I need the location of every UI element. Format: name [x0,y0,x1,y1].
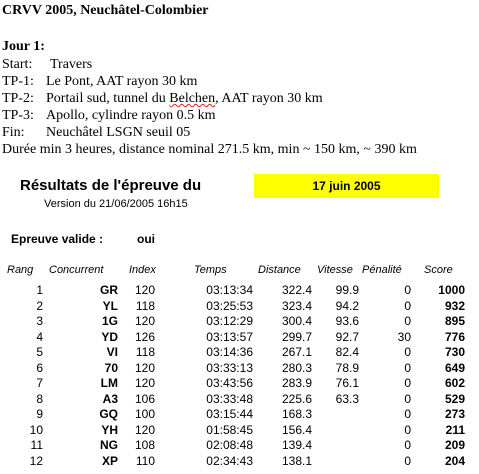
cell-index: 110 [135,453,155,468]
cell-vitesse: 63.3 [335,391,359,406]
cell-rang: 2 [36,298,43,313]
cell-temps: 03:25:53 [206,298,253,313]
cell-penalite: 0 [404,391,411,406]
cell-penalite: 0 [404,422,411,437]
table-row [0,423,479,439]
cell-concurrent: XP [101,453,118,468]
cell-penalite: 0 [404,453,411,468]
cell-distance: 299.7 [281,329,312,344]
table-row [0,392,479,408]
cell-vitesse: 76.1 [335,376,359,390]
cell-distance: 323.4 [281,298,312,313]
cell-rang: 9 [36,407,43,421]
cell-concurrent: NG [100,438,118,452]
cell-concurrent: YH [101,422,118,437]
cell-index: 120 [134,422,155,437]
task-line-key: Fin: [2,125,25,140]
duration-line: Durée min 3 heures, distance nominal 271.5 km, min ~ 150 km, ~ 390 km [2,142,417,157]
cell-vitesse: 93.6 [335,314,359,328]
cell-concurrent: GR [100,283,118,297]
table-row [0,314,479,330]
cell-distance: 280.3 [281,360,312,375]
cell-score: 602 [444,376,465,390]
cell-distance: 225.6 [281,391,312,406]
cell-rang: 1 [36,283,43,297]
cell-concurrent: YD [101,329,118,344]
cell-score: 273 [444,407,465,421]
results-title: Résultats de l'épreuve du [20,177,202,194]
cell-vitesse: 92.7 [335,329,359,344]
cell-concurrent: YL [102,298,118,313]
cell-score: 204 [444,453,465,468]
cell-concurrent: 1G [101,314,118,328]
task-line-value: Neuchâtel LSGN seuil 05 [46,125,191,140]
table-row [0,361,479,377]
cell-temps: 03:43:56 [206,376,253,390]
table-row [0,376,479,392]
cell-temps: 03:15:44 [206,407,253,421]
document-title: CRVV 2005, Neuchâtel-Colombier [2,3,209,18]
cell-index: 108 [134,438,155,452]
valid-label: Epreuve valide : [11,232,104,246]
task-line-value: Apollo, cylindre rayon 0.5 km [46,108,216,123]
task-line [2,73,197,90]
table-row [0,345,479,361]
cell-penalite: 0 [404,345,411,359]
cell-temps: 03:33:48 [206,391,253,406]
cell-temps: 02:08:48 [206,438,253,452]
task-line-value: Le Pont, AAT rayon 30 km [46,74,198,89]
cell-score: 529 [444,391,465,406]
cell-score: 1000 [438,283,465,297]
cell-distance: 168.3 [281,407,312,421]
cell-index: 118 [135,298,155,313]
cell-score: 649 [444,360,465,375]
task-line-key: TP-3: [2,108,34,123]
cell-distance: 139.4 [281,438,312,452]
cell-vitesse: 78.9 [335,360,359,375]
column-header: Pénalité [362,264,402,276]
cell-penalite: 0 [404,314,411,328]
cell-temps: 03:13:34 [206,283,253,297]
cell-temps: 03:33:13 [206,360,253,375]
cell-concurrent: GQ [99,407,118,421]
task-line [2,124,190,141]
version-line: Version du 21/06/2005 16h15 [44,198,188,210]
cell-temps: 02:34:43 [206,453,253,468]
cell-penalite: 0 [404,407,411,421]
task-line-value: Portail sud, tunnel du Belchen, AAT rayon 30 km [46,91,323,106]
cell-temps: 03:13:57 [206,329,253,344]
cell-rang: 7 [36,376,43,390]
cell-index: 120 [134,283,155,297]
cell-temps: 03:12:29 [206,314,253,328]
cell-rang: 12 [29,453,43,468]
column-header: Rang [7,264,34,276]
cell-index: 126 [134,329,155,344]
valid-value: oui [137,232,155,246]
task-line [2,90,323,107]
cell-rang: 4 [36,329,43,344]
column-header: Vitesse [317,264,353,276]
cell-penalite: 0 [404,438,411,452]
cell-rang: 5 [36,345,43,359]
cell-score: 209 [444,438,465,452]
cell-distance: 156.4 [281,422,312,437]
cell-score: 895 [444,314,465,328]
column-header: Temps [194,264,227,276]
cell-index: 100 [134,407,155,421]
cell-temps: 03:14:36 [206,345,253,359]
cell-distance: 322.4 [281,283,312,297]
cell-distance: 138.1 [281,453,312,468]
cell-rang: 10 [29,422,43,437]
cell-score: 932 [444,298,465,313]
cell-penalite: 0 [404,360,411,375]
cell-distance: 267.1 [281,345,312,359]
spellcheck-marked-word: Belchen [169,91,216,106]
cell-rang: 3 [36,314,43,328]
task-line-key: Start: [2,57,33,72]
table-row [0,454,479,470]
table-row [0,407,479,423]
cell-index: 118 [135,345,155,359]
cell-vitesse: 82.4 [335,345,359,359]
table-row [0,283,479,299]
cell-penalite: 0 [404,283,411,297]
table-row [0,438,479,454]
task-line-key: TP-2: [2,91,34,106]
cell-concurrent: VI [106,345,118,359]
cell-distance: 300.4 [281,314,312,328]
cell-rang: 8 [36,391,43,406]
cell-concurrent: 70 [104,360,118,375]
cell-concurrent: A3 [102,391,118,406]
cell-index: 120 [134,360,155,375]
cell-vitesse: 94.2 [335,298,359,313]
cell-penalite: 0 [404,376,411,390]
date-highlight-box: 17 juin 2005 [254,174,439,198]
day-heading: Jour 1: [2,39,45,54]
cell-temps: 01:58:45 [206,422,253,437]
table-row [0,330,479,346]
task-line [2,107,216,124]
cell-score: 776 [444,329,465,344]
cell-score: 730 [444,345,465,359]
task-line [2,56,92,73]
cell-score: 211 [445,422,465,437]
task-line-key: TP-1: [2,74,34,89]
cell-rang: 11 [30,438,43,452]
cell-distance: 283.9 [281,376,312,390]
cell-index: 106 [134,391,155,406]
cell-index: 120 [134,376,155,390]
cell-penalite: 30 [397,329,411,344]
column-header: Index [129,264,156,276]
cell-index: 120 [134,314,155,328]
cell-vitesse: 99.9 [335,283,359,297]
column-header: Score [424,264,453,276]
cell-rang: 6 [36,360,43,375]
task-line-value: Travers [50,57,93,72]
column-header: Distance [258,264,301,276]
table-row [0,299,479,315]
column-header: Concurrent [49,264,104,276]
cell-concurrent: LM [100,376,118,390]
cell-penalite: 0 [404,298,411,313]
